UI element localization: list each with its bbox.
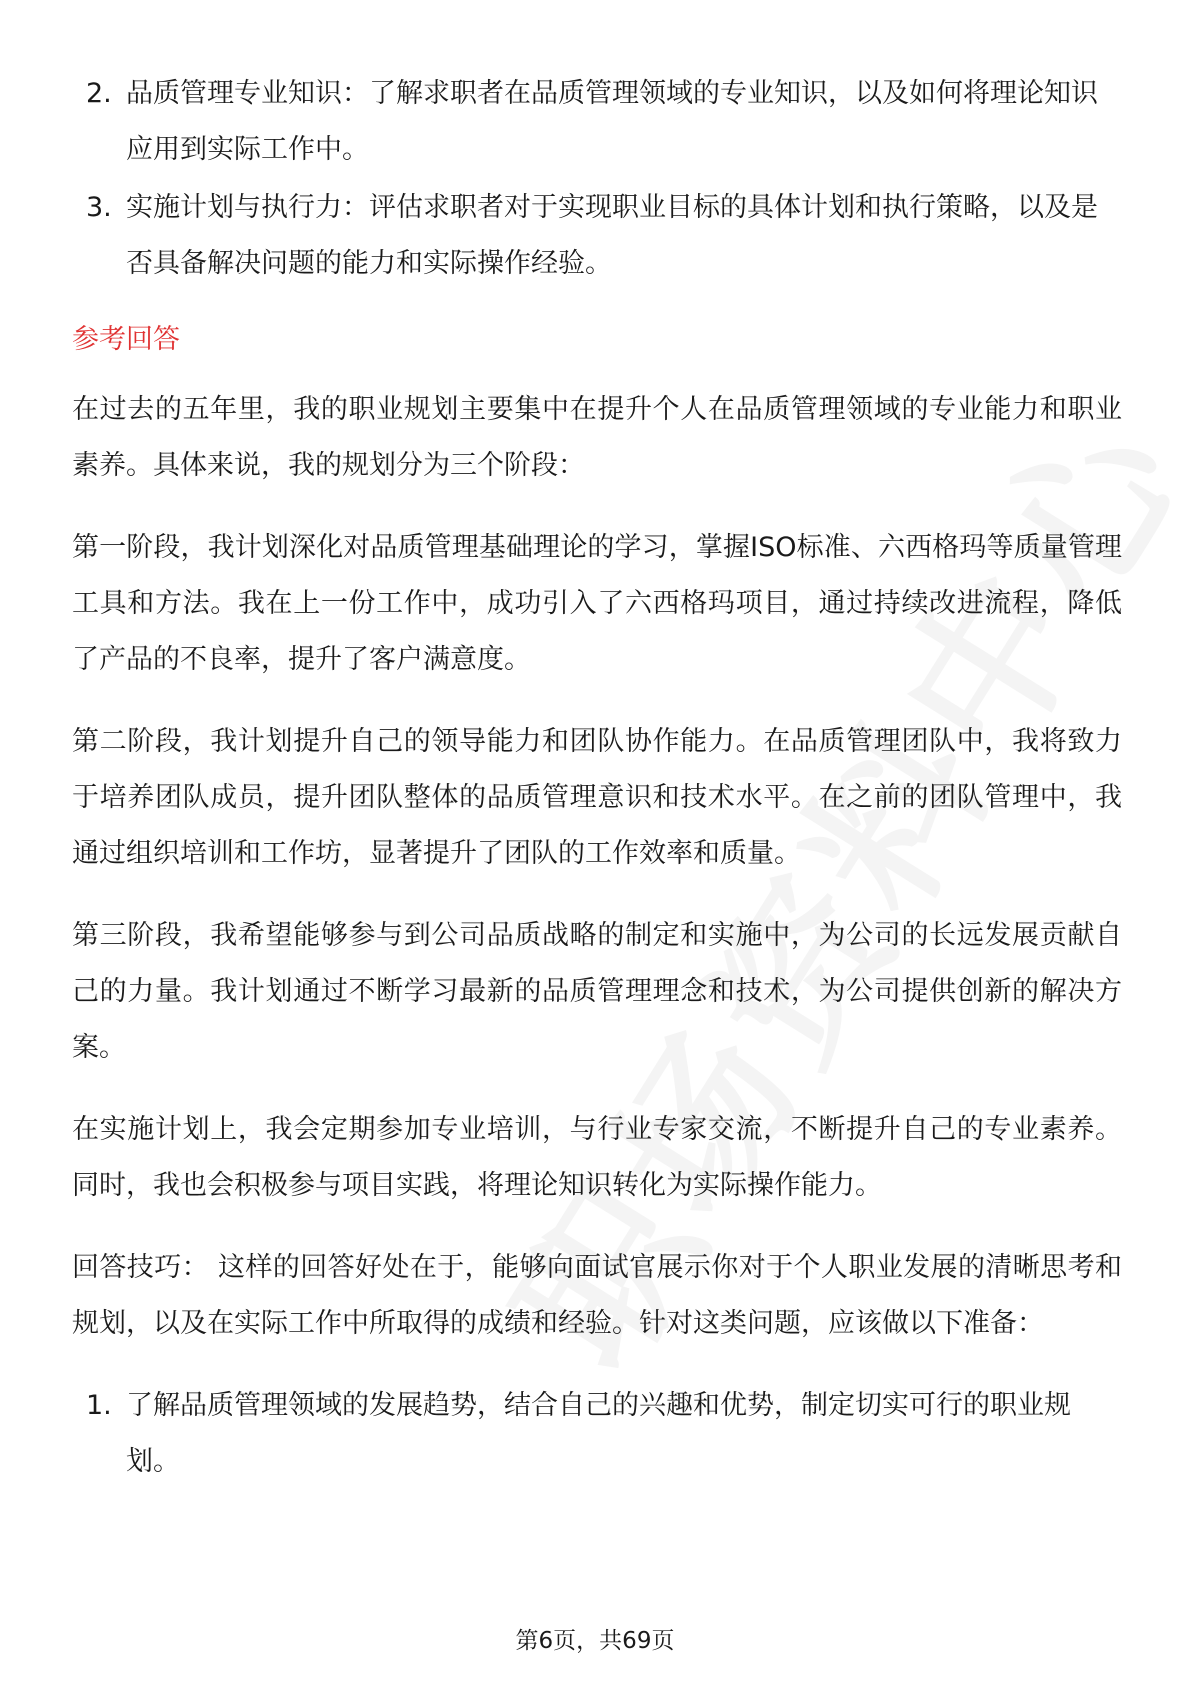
paragraph-stage-two: 第二阶段，我计划提升自己的领导能力和团队协作能力。在品质管理团队中，我将致力于培养团队成员，提升团队整体的品质管理意识和技术水平。在之前的团队管理中，我通过组织培训和工作坊，显著提升了团队的工作效率和质量。: [72, 726, 1122, 869]
list-item-text: 品质管理专业知识：了解求职者在品质管理领域的专业知识，以及如何将理论知识应用到实际工作中。: [126, 78, 1098, 165]
paragraph-stage-one: 第一阶段，我计划深化对品质管理基础理论的学习，掌握ISO标准、六西格玛等质量管理工具和方法。我在上一份工作中，成功引入了六西格玛项目，通过持续改进流程，降低了产品的不良率，提升了客户满意度。: [72, 532, 1122, 675]
list-item: [72, 180, 1122, 292]
list-item: [72, 1378, 1122, 1490]
paragraph-intro: 在过去的五年里，我的职业规划主要集中在提升个人在品质管理领域的专业能力和职业素养。具体来说，我的规划分为三个阶段：: [72, 394, 1122, 481]
paragraph-implementation: 在实施计划上，我会定期参加专业培训，与行业专家交流，不断提升自己的专业素养。同时，我也会积极参与项目实践，将理论知识转化为实际操作能力。: [72, 1114, 1122, 1201]
paragraph-answer-tips: 回答技巧： 这样的回答好处在于，能够向面试官展示你对于个人职业发展的清晰思考和规划，以及在实际工作中所取得的成绩和经验。针对这类问题，应该做以下准备：: [72, 1252, 1122, 1339]
section-heading-reference-answer: 参考回答: [72, 324, 180, 355]
list-item-number: 2.: [86, 78, 112, 109]
evaluation-points-list: [72, 66, 1122, 292]
page-content: [72, 66, 1122, 1490]
preparation-list: [72, 1378, 1122, 1490]
list-item-text: 了解品质管理领域的发展趋势，结合自己的兴趣和优势，制定切实可行的职业规划。: [126, 1390, 1071, 1477]
list-item: [72, 66, 1122, 178]
list-item-text: 实施计划与执行力：评估求职者对于实现职业目标的具体计划和执行策略，以及是否具备解决问题的能力和实际操作经验。: [126, 192, 1098, 279]
list-item-number: 1.: [86, 1390, 112, 1421]
paragraph-stage-three: 第三阶段，我希望能够参与到公司品质战略的制定和实施中，为公司的长远发展贡献自己的力量。我计划通过不断学习最新的品质管理理念和技术，为公司提供创新的解决方案。: [72, 920, 1122, 1063]
list-item-number: 3.: [86, 192, 112, 223]
page-footer: 第6页，共69页: [515, 1628, 675, 1654]
